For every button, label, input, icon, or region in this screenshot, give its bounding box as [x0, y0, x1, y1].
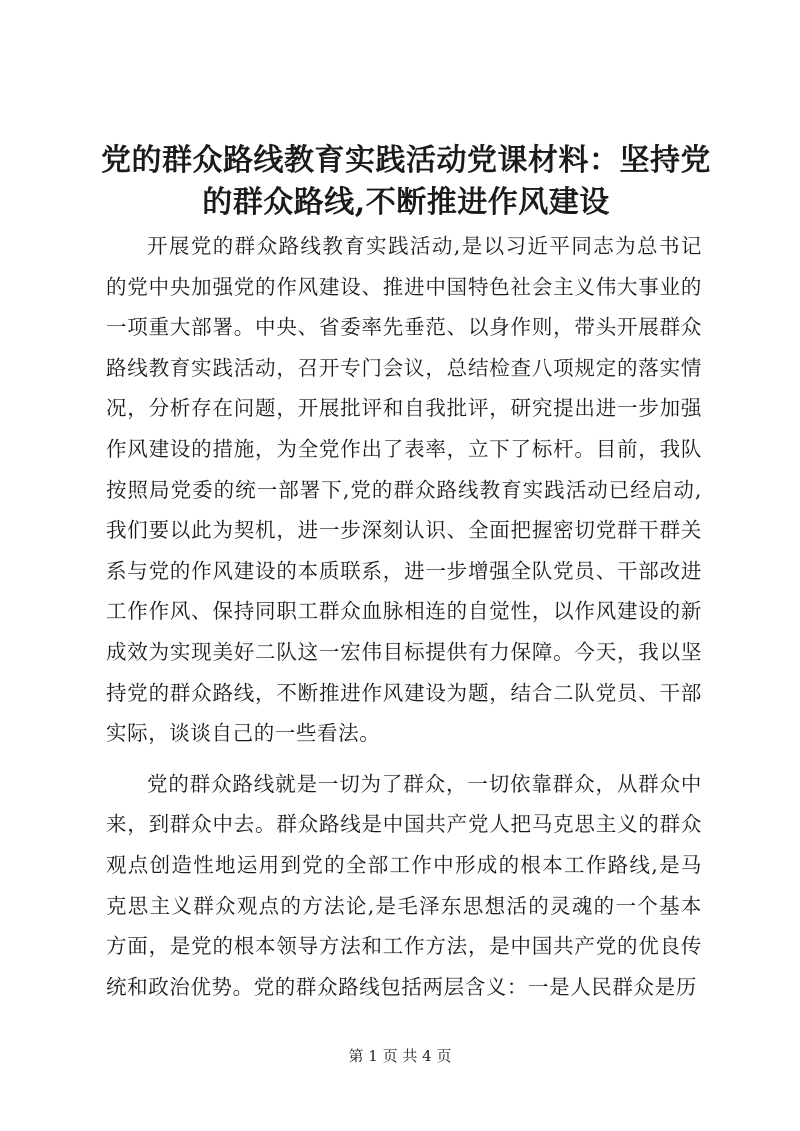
document-title: 党的群众路线教育实践活动党课材料：坚持党的群众路线,不断推进作风建设: [101, 143, 711, 220]
document-body: [106, 226, 702, 1007]
page-footer: 第 1 页 共 4 页: [348, 1047, 452, 1065]
body-paragraph: 党的群众路线就是一切为了群众，一切依靠群众，从群众中来，到群众中去。群众路线是中国共产党人把马克思主义的群众观点创造性地运用到党的全部工作中形成的根本工作路线,是马克思主义群众观点的方法论,是毛泽东思想活的灵魂的一个基本方面，是党的根本领导方法和工作方法，是中国共产党的优良传统和政治优势。党的群众路线包括两层含义：一是人民群众是历: [106, 771, 702, 999]
body-paragraph: 开展党的群众路线教育实践活动,是以习近平同志为总书记的党中央加强党的作风建设、推进中国特色社会主义伟大事业的一项重大部署。中央、省委率先垂范、以身作则，带头开展群众路线教育实践活动，召开专门会议，总结检查八项规定的落实情况，分析存在问题，开展批评和自我批评，研究提出进一步加强作风建设的措施，为全党作出了表率，立下了标杆。目前，我队按照局党委的统一部署下,党的群众路线教育实践活动已经启动,我们要以此为契机，进一步深刻认识、全面把握密切党群干群关系与党的作风建设的本质联系，进一步增强全队党员、干部改进工作作风、保持同职工群众血脉相连的自觉性，以作风建设的新成效为实现美好二队这一宏伟目标提供有力保障。今天，我以坚持党的群众路线，不断推进作风建设为题，结合二队党员、干部实际，谈谈自己的一些看法。: [106, 234, 702, 746]
